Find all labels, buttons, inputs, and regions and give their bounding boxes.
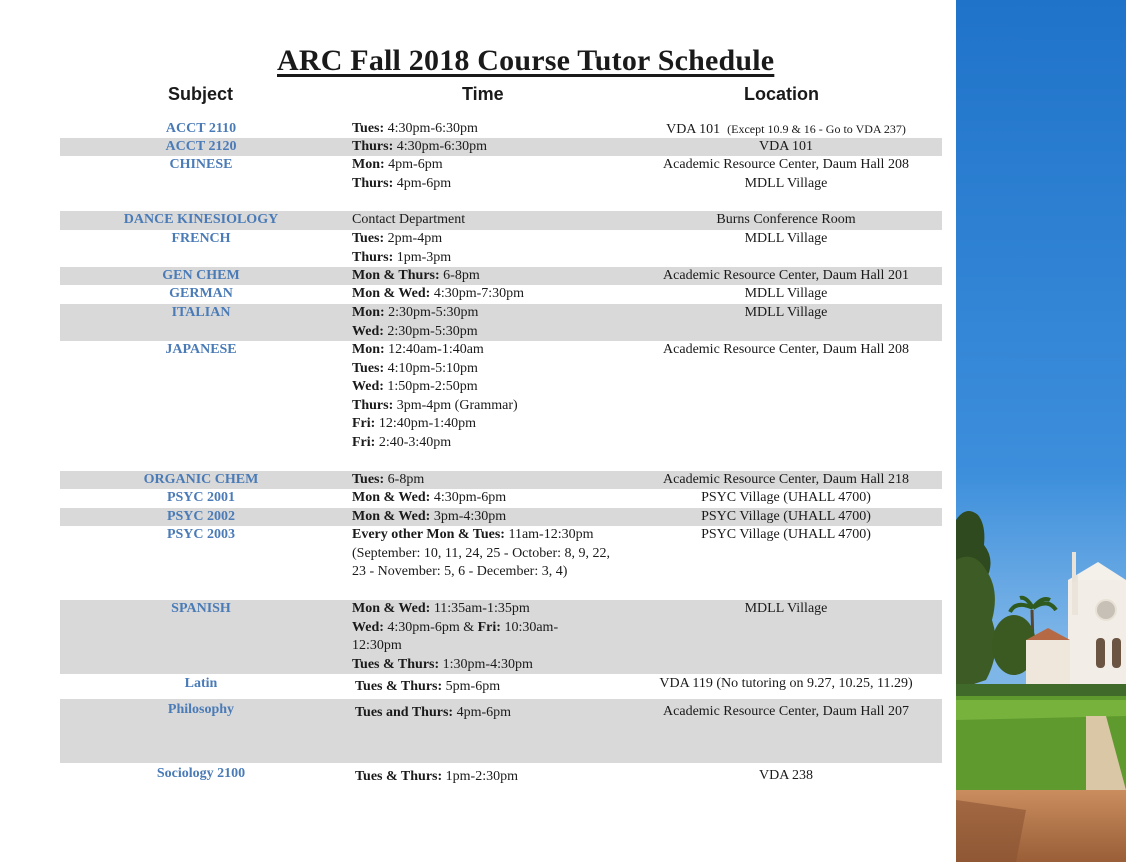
location-cell: MDLL Village (744, 286, 828, 301)
subject-cell: ORGANIC CHEM (143, 472, 259, 487)
location-cell: Academic Resource Center, Daum Hall 218 (663, 472, 909, 487)
time-cell: Tues & Thurs: 5pm-6pm (355, 679, 501, 694)
time-cell: Contact Department (352, 212, 466, 227)
location-cell: VDA 238 (758, 768, 814, 783)
subject-cell: Sociology 2100 (156, 766, 246, 781)
table-row (60, 600, 942, 674)
subject-cell: GERMAN (169, 286, 233, 301)
column-header-time: Time (462, 84, 504, 104)
location-cell: PSYC Village (UHALL 4700) (701, 527, 871, 542)
time-cell: Tues: 2pm-4pm Thurs: 1pm-3pm (352, 231, 452, 265)
subject-cell: GEN CHEM (162, 268, 240, 283)
time-cell: Mon & Wed: 4:30pm-6pm (352, 490, 507, 505)
time-cell: Every other Mon & Tues: 11am-12:30pm (September: 10, 11, 24, 25 - October: 8, 9, 22, 23 - November: 5, 6 - December: 3, 4) (352, 527, 611, 579)
subject-cell: PSYC 2002 (166, 509, 236, 524)
time-cell: Mon & Thurs: 6-8pm (352, 268, 480, 283)
time-cell: Mon & Wed: 3pm-4:30pm (352, 509, 507, 524)
column-header-subject: Subject (168, 84, 234, 104)
subject-cell: JAPANESE (165, 342, 237, 357)
subject-cell: Philosophy (167, 702, 235, 717)
table-row (60, 699, 942, 725)
location-cell: Burns Conference Room (716, 212, 856, 227)
location-cell: Academic Resource Center, Daum Hall 201 (663, 268, 909, 283)
location-cell: VDA 101 (Except 10.9 & 16 - Go to VDA 237) (666, 122, 906, 137)
table-row (60, 341, 942, 470)
table-row (60, 267, 942, 285)
location-cell: Academic Resource Center, Daum Hall 208 (663, 342, 909, 357)
table-row (60, 489, 942, 508)
table-row (60, 526, 942, 600)
table-row (60, 285, 942, 304)
table-row (60, 211, 942, 230)
subject-cell: CHINESE (169, 157, 233, 172)
location-cell: PSYC Village (UHALL 4700) (701, 490, 871, 505)
page-title: ARC Fall 2018 Course Tutor Schedule (277, 44, 775, 77)
time-cell: Mon: 2:30pm-5:30pm Wed: 2:30pm-5:30pm (352, 305, 479, 339)
location-cell: PSYC Village (UHALL 4700) (701, 509, 871, 524)
subject-cell: PSYC 2003 (166, 527, 236, 542)
time-cell: Tues & Thurs: 1pm-2:30pm (355, 769, 518, 784)
subject-cell: ITALIAN (171, 305, 231, 320)
subject-cell: DANCE KINESIOLOGY (123, 212, 279, 227)
time-cell: Mon & Wed: 4:30pm-7:30pm (352, 286, 525, 301)
table-row (60, 763, 942, 789)
table-row (60, 304, 942, 341)
subject-cell: ACCT 2110 (165, 121, 237, 136)
table-row (60, 120, 942, 138)
time-cell: Mon: 12:40am-1:40am Tues: 4:10pm-5:10pm Wed: 1:50pm-2:50pm Thurs: 3pm-4pm (Grammar) Fri: 12:40pm-1:40pm Fri: 2:40-3:40pm (352, 342, 518, 450)
table-row (60, 674, 942, 698)
subject-cell: PSYC 2001 (166, 490, 236, 505)
time-cell: Mon & Wed: 11:35am-1:35pm Wed: 4:30pm-6pm & Fri: 10:30am-12:30pm Tues & Thurs: 1:30pm-4:30pm (352, 601, 559, 672)
table-row (60, 471, 942, 489)
time-cell: Mon: 4pm-6pm Thurs: 4pm-6pm (352, 157, 452, 191)
location-cell: VDA 119 (No tutoring on 9.27, 10.25, 11.29) (659, 676, 913, 691)
time-cell: Tues and Thurs: 4pm-6pm (355, 705, 512, 720)
location-cell: MDLL Village (744, 305, 828, 320)
table-row (60, 156, 942, 211)
time-cell: Thurs: 4:30pm-6:30pm (352, 139, 487, 154)
subject-cell: Latin (184, 676, 218, 691)
location-cell: Academic Resource Center, Daum Hall 208 MDLL Village (663, 157, 909, 191)
location-cell: VDA 101 (758, 139, 814, 154)
subject-cell: ACCT 2120 (165, 139, 237, 154)
time-cell: Tues: 4:30pm-6:30pm (352, 121, 478, 136)
subject-cell: SPANISH (171, 601, 231, 616)
table-row (60, 230, 942, 267)
column-header-location: Location (744, 84, 819, 104)
location-cell: MDLL Village (744, 231, 828, 246)
time-cell: Tues: 6-8pm (352, 472, 425, 487)
empty-row (60, 725, 942, 763)
campus-photo (956, 0, 1126, 862)
location-cell: MDLL Village (744, 601, 828, 616)
location-cell: Academic Resource Center, Daum Hall 207 (663, 704, 909, 719)
subject-cell: FRENCH (171, 231, 231, 246)
table-row (60, 508, 942, 526)
table-row (60, 138, 942, 156)
